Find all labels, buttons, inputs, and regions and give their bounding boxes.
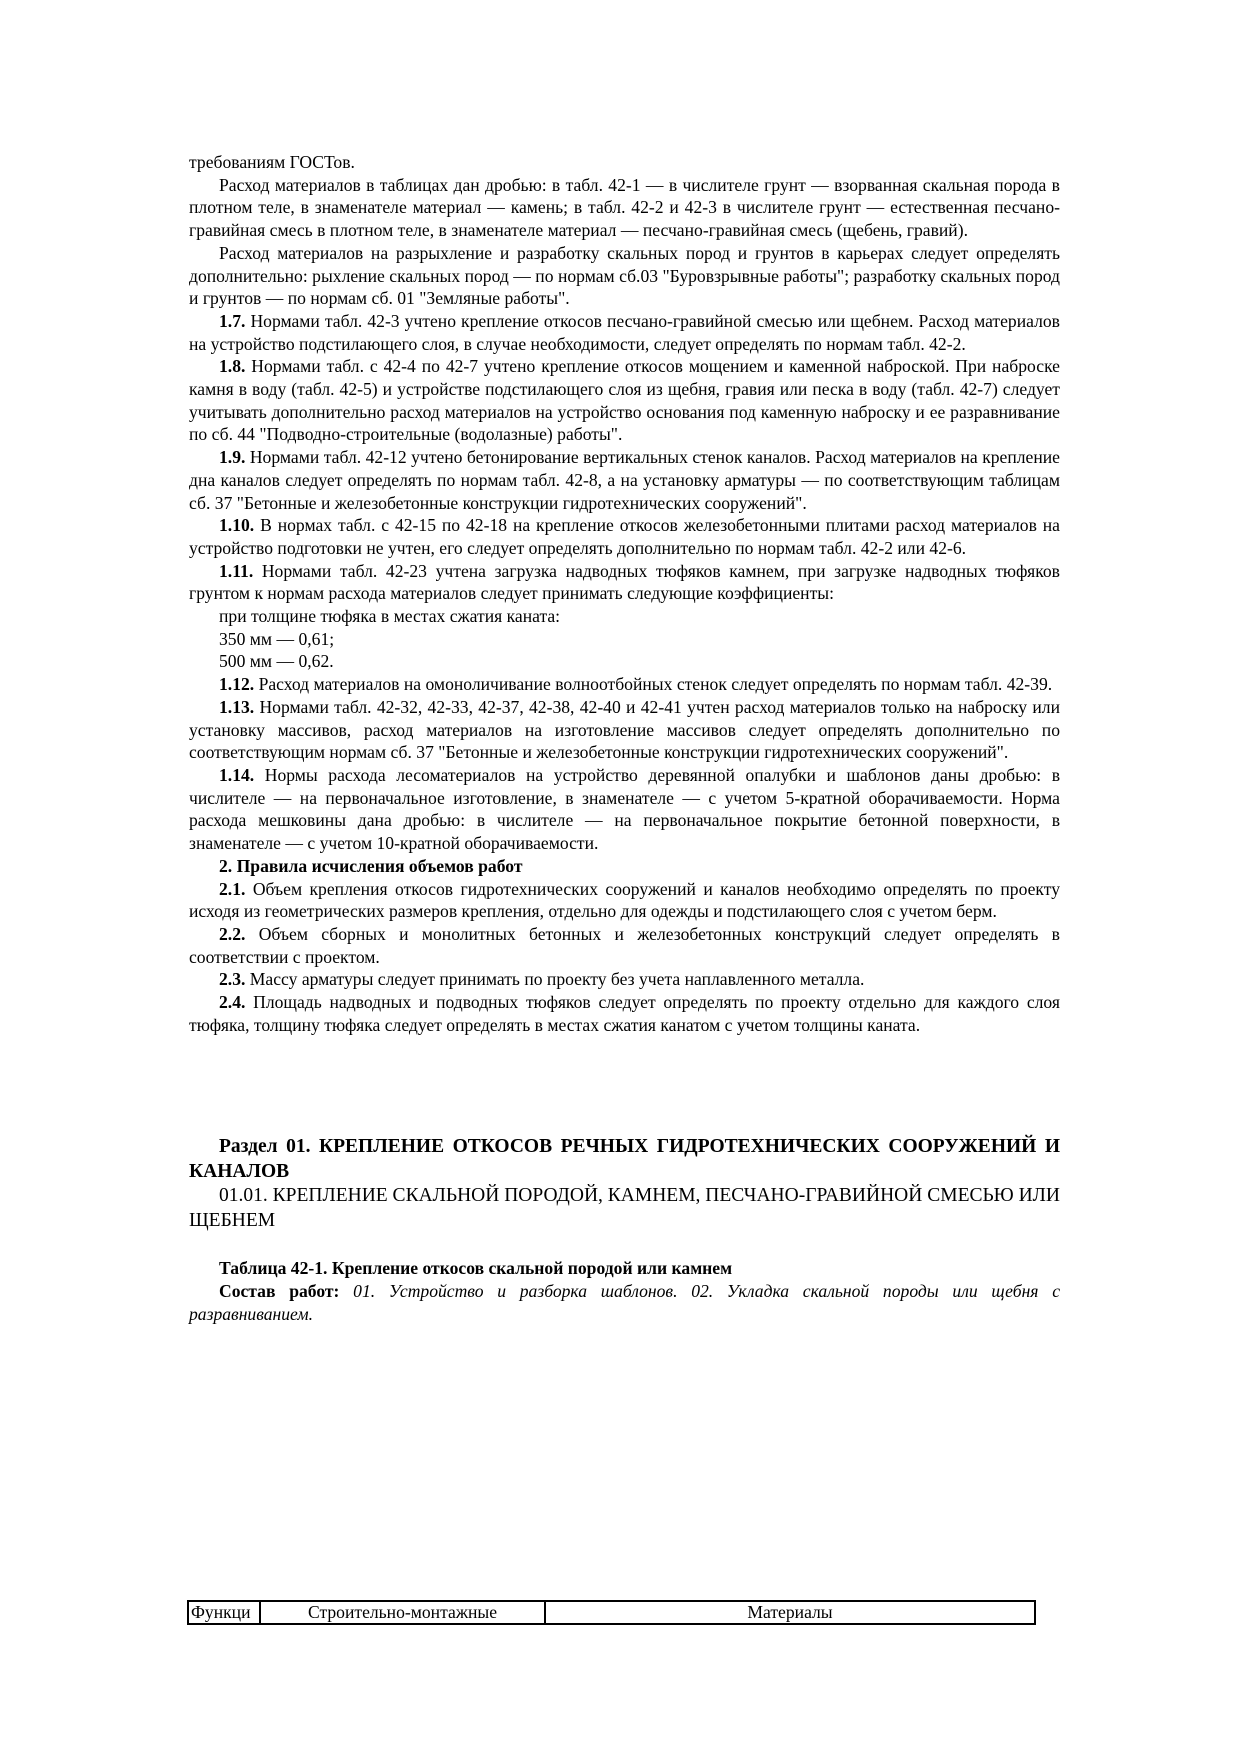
clause-text: Нормами табл. 42-3 учтено крепление откосов песчано-гравийной смесью или щебнем. Расход материалов на устройство подстилающего слоя, в случае необходимости, следует определять по нормам табл. 42-2.: [189, 310, 1060, 354]
table-42-1: [187, 1600, 1036, 1625]
clause-number: 1.7.: [219, 310, 246, 331]
clause-text: В нормах табл. с 42-15 по 42-18 на крепление откосов железобетонными плитами расход материалов на устройство подготовки не учтен, его следует определять дополнительно по нормам табл. 42-2 или 42-6.: [189, 515, 1060, 558]
intro-line: требованиям ГОСТов.: [189, 152, 355, 172]
spacer: [189, 1036, 1060, 1135]
clause-number: 2.4.: [219, 992, 246, 1013]
clause-1-7: [189, 310, 1060, 355]
paragraph: Расход материалов на разрыхление и разработку скальных пород и грунтов в карьерах следует определять дополнительно: рыхление скальных пород — по нормам сб.03 "Буровзрывные работы"; разработку скальных пород и грунтов — по нормам сб. 01 "Земляные работы".: [189, 242, 1060, 309]
coef-350: 350 мм — 0,61;: [219, 628, 335, 649]
clause-number: 2.3.: [219, 969, 246, 990]
clause-1-13: [189, 696, 1060, 764]
clause-1-11: [189, 560, 1060, 605]
clause-number: 2.1.: [219, 878, 246, 899]
clause-1-10: [189, 514, 1060, 559]
clause-text: Массу арматуры следует принимать по проекту без учета наплавленного металла.: [245, 969, 865, 990]
section-2-title: 2. Правила исчисления объемов работ: [219, 855, 523, 876]
clause-1-14: [189, 764, 1060, 855]
clause-number: 2.2.: [219, 923, 246, 944]
clause-1-12: [189, 673, 1060, 696]
clause-2-4: [189, 991, 1060, 1036]
clause-text: Нормами табл. 42-32, 42-33, 42-37, 42-38, 42-40 и 42-41 учтен расход материалов только на наброску или установку массивов, расход материалов на изготовление массивов следует определять дополнительно по соответствующим нормам сб. 37 "Бетонные и железобетонные конструкции гидротехнических сооружений".: [189, 696, 1060, 763]
clause-text: Объем крепления откосов гидротехнических сооружений и каналов необходимо определять по проекту исходя из геометрических размеров крепления, отдельно для одежды и подстилающего слоя с учетом берм.: [189, 878, 1060, 922]
table-title: Таблица 42-1. Крепление откосов скальной породой или камнем: [219, 1258, 733, 1279]
spacer: [189, 1233, 1060, 1257]
clause-text: Нормами табл. 42-23 учтена загрузка надводных тюфяков камнем, при загрузке надводных тюфяков грунтом к нормам расхода материалов следует принимать следующие коэффициенты:: [189, 560, 1060, 604]
clause-number: 1.14.: [219, 764, 255, 785]
header-functions: Функци: [188, 1601, 260, 1624]
header-construction: Строительно-монтажные: [260, 1601, 545, 1624]
clause-number: 1.11.: [219, 560, 254, 581]
clause-1-9: [189, 446, 1060, 514]
clause-2-2: [189, 923, 1060, 968]
table-header-row: [188, 1601, 1035, 1624]
clause-number: 1.12.: [219, 674, 255, 695]
coef-500: 500 мм — 0,62.: [219, 651, 334, 672]
header-materials: Материалы: [545, 1601, 1035, 1624]
razdel-title: Раздел 01. КРЕПЛЕНИЕ ОТКОСОВ РЕЧНЫХ ГИДРОТЕХНИЧЕСКИХ СООРУЖЕНИЙ И КАНАЛОВ: [189, 1136, 1060, 1182]
work-composition: [189, 1280, 1060, 1325]
paragraph: Расход материалов в таблицах дан дробью: в табл. 42-1 — в числителе грунт — взорванная скальная порода в плотном теле, в знаменателе материал — камень; в табл. 42-2 и 42-3 в числителе грунт — естественная песчано-гравийная смесь в плотном теле, в знаменателе материал — песчано-гравийная смесь (щебень, гравий).: [189, 174, 1060, 241]
coef-intro: при толщине тюфяка в местах сжатия каната:: [219, 606, 561, 627]
clause-text: Нормы расхода лесоматериалов на устройство деревянной опалубки и шаблонов даны дробью: в числителе — на первоначальное изготовление, в знаменателе — с учетом 5-кратной оборачиваемости. Норма расхода мешковины дана дробью: в числителе — на первоначальное покрытие бетонной поверхности, в знаменателе — с учетом 10-кратной оборачиваемости.: [189, 764, 1060, 854]
norms-table: [187, 1600, 1036, 1625]
clause-text: Объем сборных и монолитных бетонных и железобетонных конструкций следует определять в соответствии с проектом.: [189, 923, 1060, 967]
clause-text: Расход материалов на омоноличивание волноотбойных стенок следует определять по нормам табл. 42-39.: [254, 674, 1053, 695]
clause-2-3: [189, 968, 1060, 991]
clause-1-8: [189, 355, 1060, 446]
clause-number: 1.9.: [219, 447, 246, 468]
clause-number: 1.10.: [219, 515, 255, 536]
subsection-title: 01.01. КРЕПЛЕНИЕ СКАЛЬНОЙ ПОРОДОЙ, КАМНЕМ, ПЕСЧАНО-ГРАВИЙНОЙ СМЕСЬЮ ИЛИ ЩЕБНЕМ: [189, 1185, 1060, 1231]
work-text: 01. Устройство и разборка шаблонов. 02. Укладка скальной породы или щебня с разравниванием.: [189, 1281, 1061, 1324]
clause-number: 1.13.: [219, 696, 255, 717]
clause-number: 1.8.: [219, 356, 246, 377]
clause-2-1: [189, 878, 1060, 923]
clause-text: Площадь надводных и подводных тюфяков следует определять по проекту отдельно для каждого слоя тюфяка, толщину тюфяка следует определять в местах сжатия канатом с учетом толщины каната.: [189, 992, 1060, 1035]
clause-text: Нормами табл. с 42-4 по 42-7 учтено крепление откосов мощением и каменной наброской. При наброске камня в воду (табл. 42-5) и устройстве подстилающего слоя из щебня, гравия или песка в воду (табл. 42-7) следует учитывать дополнительно расход материалов на устройство основания под каменную наброску и ее разравнивание по сб. 44 "Подводно-строительные (водолазные) работы".: [189, 356, 1060, 445]
clause-text: Нормами табл. 42-12 учтено бетонирование вертикальных стенок каналов. Расход материалов на крепление дна каналов следует определять по нормам табл. 42-8, а на установку арматуры — по соответствующим таблицам сб. 37 "Бетонные и железобетонные конструкции гидротехнических сооружений".: [189, 447, 1060, 513]
work-label: Состав работ:: [219, 1281, 340, 1302]
document-body: [189, 151, 1060, 1326]
